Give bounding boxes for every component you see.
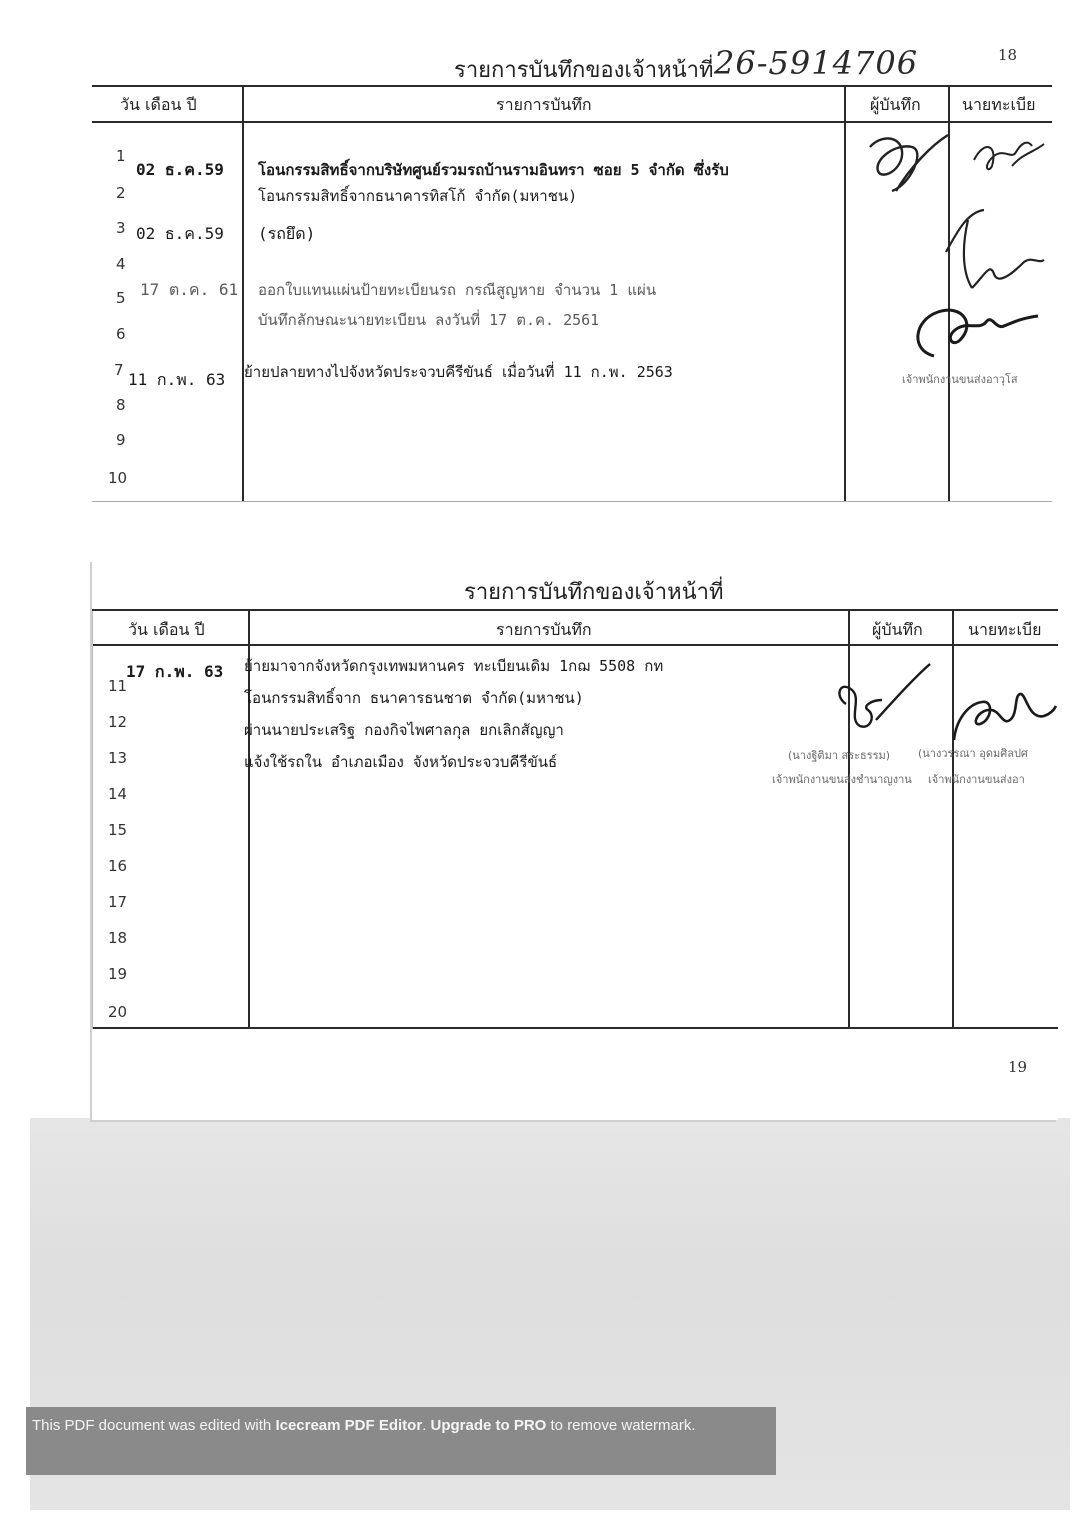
table-header-rule <box>92 121 1052 123</box>
watermark-banner <box>26 1407 776 1475</box>
row-number: 1 <box>116 147 126 165</box>
row-number: 4 <box>116 255 126 273</box>
row-number: 12 <box>108 713 128 731</box>
entry-date: 02 ธ.ค.59 <box>136 160 224 179</box>
row-number: 8 <box>116 396 126 414</box>
header-registrar: นายทะเบีย <box>968 620 1042 639</box>
watermark-suffix: to remove watermark. <box>546 1417 696 1434</box>
lower-record-title: รายการบันทึกของเจ้าหน้าที่ <box>464 580 724 605</box>
row-number: 6 <box>116 325 126 343</box>
row-number: 3 <box>116 219 126 237</box>
row-number: 9 <box>116 431 126 449</box>
registrar-signature-3 <box>904 300 1044 370</box>
header-entry: รายการบันทึก <box>496 95 592 114</box>
entry-text: (รถยึด) <box>258 224 316 243</box>
row-number: 15 <box>108 821 128 839</box>
column-divider <box>844 87 846 501</box>
table-bottom-rule <box>92 501 1052 502</box>
table-top-rule <box>92 85 1052 87</box>
row-number: 17 <box>108 893 128 911</box>
official-stamp: เจ้าพนักงานขนส่งอาวุโส <box>902 373 1018 386</box>
watermark-text <box>32 1417 696 1434</box>
entry-text: ย้ายมาจากจังหวัดกรุงเทพมหานคร ทะเบียนเดิม 1กฌ 5508 กท <box>244 657 664 675</box>
table-top-rule <box>92 609 1058 611</box>
entry-text: โอนกรรมสิทธิ์จาก ธนาคารธนชาต จำกัด(มหาชน) <box>244 689 584 707</box>
row-number: 11 <box>108 677 128 695</box>
entry-date: 11 ก.พ. 63 <box>128 370 226 389</box>
entry-text: โอนกรรมสิทธิ์จากบริษัทศูนย์รวมรถบ้านรามอินทรา ซอย 5 จำกัด ซึ่งรับ <box>258 161 729 179</box>
entry-date: 17 ก.พ. 63 <box>126 662 224 681</box>
entry-text: ผ่านนายประเสริฐ กองกิจไพศาลกุล ยกเลิกสัญญา <box>244 721 564 739</box>
row-number: 10 <box>108 469 128 487</box>
registrar-signature-2 <box>928 202 1048 302</box>
watermark-prefix: This PDF document was edited with <box>32 1417 276 1434</box>
page-number: 18 <box>998 46 1018 64</box>
header-date: วัน เดือน ปี <box>128 620 205 639</box>
header-entry: รายการบันทึก <box>496 620 592 639</box>
column-divider <box>242 87 244 501</box>
entry-text: โอนกรรมสิทธิ์จากธนาคารทิสโก้ จำกัด(มหาชน) <box>258 187 578 205</box>
lower-record-sheet <box>92 560 1058 1120</box>
watermark-product[interactable]: Icecream PDF Editor <box>275 1417 423 1434</box>
stamp-left-position: เจ้าพนักงานขนส่งชำนาญงาน <box>772 773 912 786</box>
header-registrar: นายทะเบีย <box>962 95 1036 114</box>
upper-record-sheet <box>92 30 1052 550</box>
row-number: 19 <box>108 965 128 983</box>
header-recorder: ผู้บันทึก <box>872 620 923 639</box>
registrar-signature-1 <box>968 130 1048 180</box>
upper-record-title: รายการบันทึกของเจ้าหน้าที่ <box>454 58 714 83</box>
row-number: 20 <box>108 1003 128 1021</box>
stamp-right-name: (นางวรรณา อุดมศิลปศ <box>918 747 1028 760</box>
stamp-right-position: เจ้าพนักงานขนส่งอา <box>928 773 1025 786</box>
sheet-edge <box>92 611 93 1029</box>
page-number: 19 <box>1008 1058 1028 1076</box>
entry-text: แจ้งใช้รถใน อำเภอเมือง จังหวัดประจวบคีรีขันธ์ <box>244 753 558 771</box>
row-number: 18 <box>108 929 128 947</box>
entry-text: บันทึกลักษณะนายทะเบียน ลงวันที่ 17 ต.ค. 2561 <box>258 311 600 329</box>
table-header-rule <box>92 644 1058 646</box>
recorder-signature-1 <box>852 125 952 205</box>
row-number: 13 <box>108 749 128 767</box>
document-number: 26-5914706 <box>714 44 919 82</box>
stamp-left-name: (นางฐิติมา สระธรรม) <box>788 749 891 762</box>
entry-date: 17 ต.ค. 61 <box>140 280 239 299</box>
entry-text: ออกใบแทนแผ่นป้ายทะเบียนรถ กรณีสูญหาย จำนวน 1 แผ่น <box>258 281 657 299</box>
watermark-upgrade-link[interactable]: Upgrade to PRO <box>430 1417 547 1434</box>
entry-text: ย้ายปลายทางไปจังหวัดประจวบคีรีขันธ์ เมื่อวันที่ 11 ก.พ. 2563 <box>244 363 673 381</box>
row-number: 7 <box>114 361 124 379</box>
header-recorder: ผู้บันทึก <box>870 95 921 114</box>
column-divider <box>952 611 954 1029</box>
recorder-signature-lower <box>826 660 936 740</box>
registrar-signature-lower <box>948 680 1058 750</box>
row-number: 5 <box>116 289 126 307</box>
row-number: 16 <box>108 857 128 875</box>
row-number: 14 <box>108 785 128 803</box>
table-bottom-rule <box>92 1027 1058 1029</box>
watermark-middle: . <box>422 1417 431 1434</box>
entry-date: 02 ธ.ค.59 <box>136 224 224 243</box>
header-date: วัน เดือน ปี <box>120 95 197 114</box>
row-number: 2 <box>116 184 126 202</box>
